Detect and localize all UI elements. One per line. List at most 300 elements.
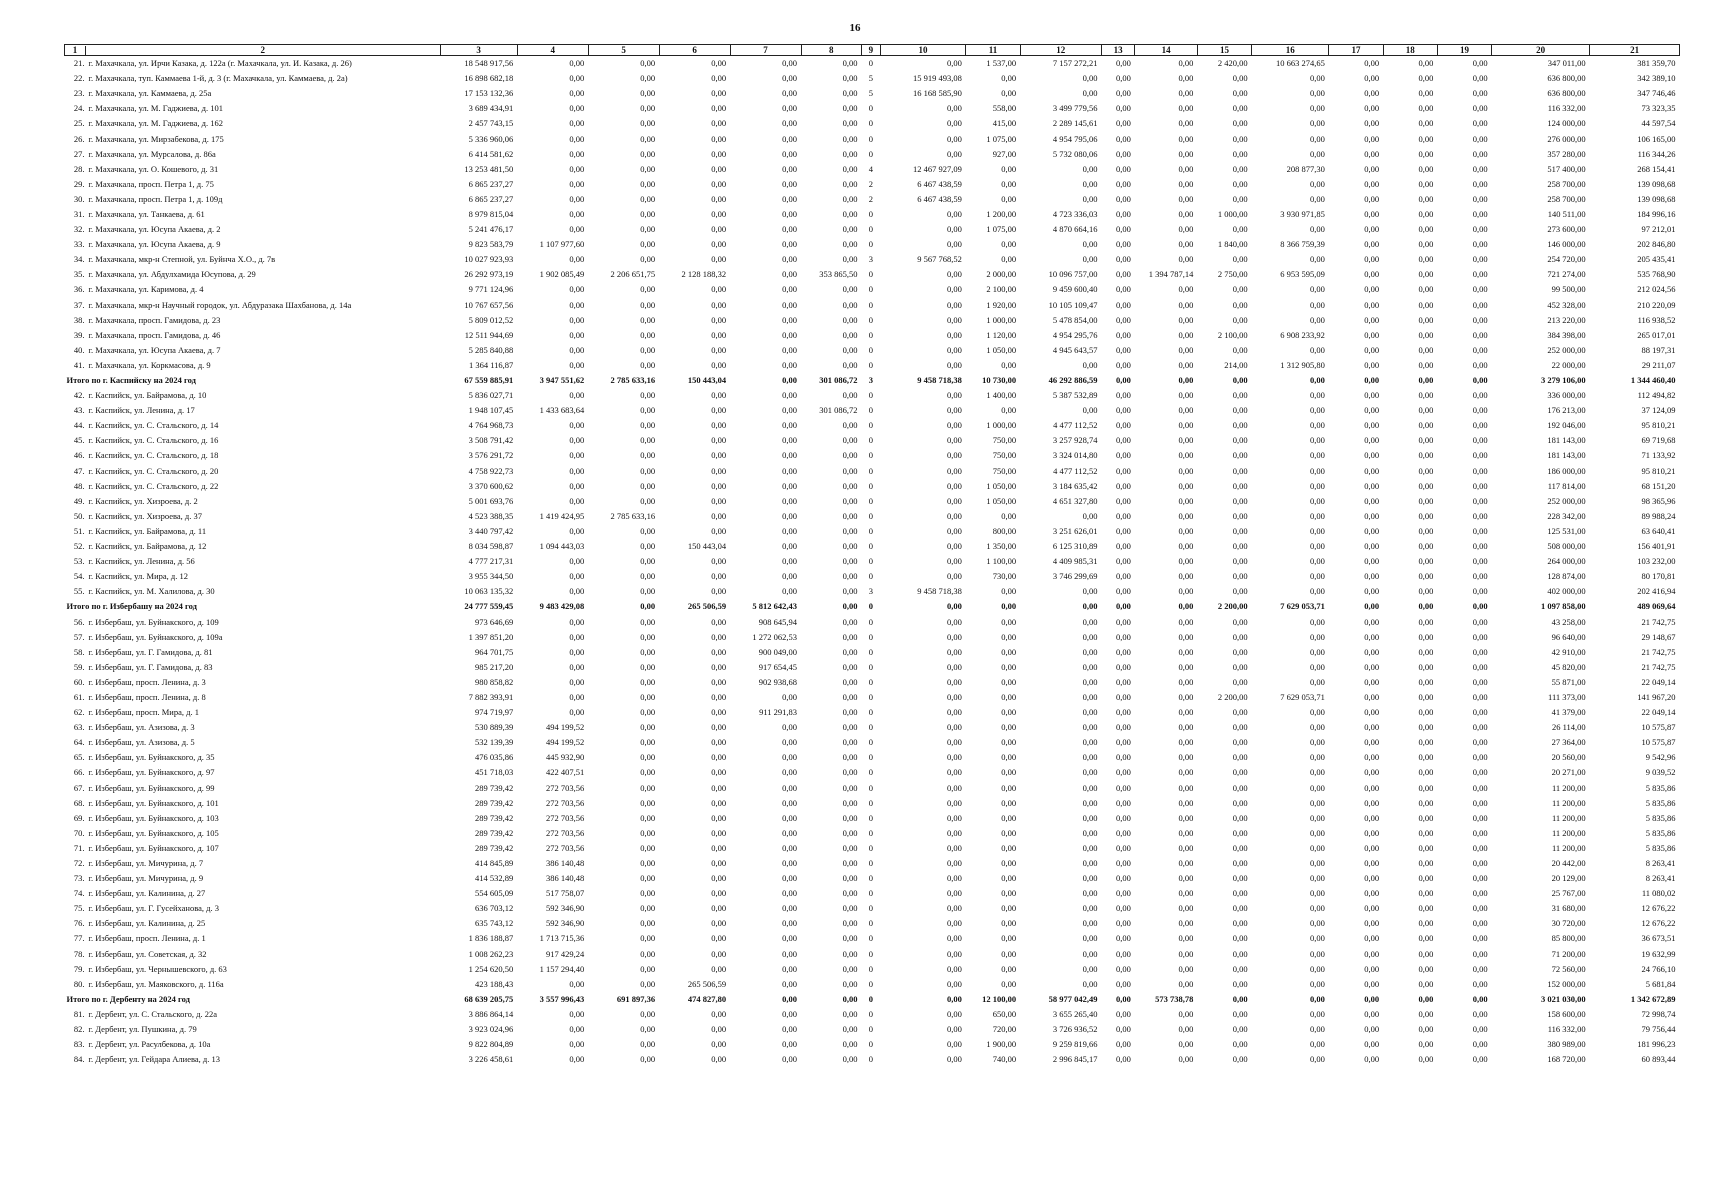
value-cell-col-3: 24 777 559,45: [464, 601, 514, 612]
address-cell: [65, 86, 441, 101]
value-cell-col-10: 6 467 438,59: [917, 178, 962, 189]
column-header-1-2: [65, 45, 441, 56]
value-cell-col-19: 0,00: [1472, 1008, 1488, 1019]
value-cell-col-18: 0,00: [1418, 722, 1434, 733]
value-cell-col-20: 508 000,00: [1547, 541, 1586, 552]
value-cell-col-18: 0,00: [1418, 390, 1434, 401]
value-cell-col-9: 0: [868, 148, 874, 159]
row-index: 84.: [73, 1054, 85, 1065]
address-text: г. Каспийск, ул. С. Стальского, д. 18: [88, 450, 219, 461]
address-cell: [65, 1022, 441, 1037]
value-cell-col-11: 0,00: [1001, 858, 1017, 869]
column-header-4: 4: [517, 45, 588, 56]
column-header-7: 7: [730, 45, 801, 56]
address-text: г. Избербаш, ул. Буйнакского, д. 35: [88, 752, 215, 763]
value-cell-col-15: 1 840,00: [1217, 239, 1248, 250]
value-cell-col-12: 0,00: [1082, 948, 1098, 959]
value-cell-col-20: 117 814,00: [1547, 480, 1586, 491]
value-cell-col-21: 202 416,94: [1637, 586, 1676, 597]
value-cell-col-17: 0,00: [1364, 495, 1380, 506]
value-cell-col-5: 0,00: [640, 420, 656, 431]
value-cell-col-15: 0,00: [1232, 903, 1248, 914]
value-cell-col-21: 381 359,70: [1637, 58, 1676, 69]
value-cell-col-17: 0,00: [1364, 797, 1380, 808]
value-cell-col-17: 0,00: [1364, 1054, 1380, 1065]
value-cell-col-8: 0,00: [842, 541, 858, 552]
value-cell-col-14: 0,00: [1178, 948, 1194, 959]
value-cell-col-10: 0,00: [946, 405, 962, 416]
value-cell-col-16: 0,00: [1309, 858, 1325, 869]
value-cell-col-5: 0,00: [640, 239, 656, 250]
value-cell-col-14: 0,00: [1178, 495, 1194, 506]
address-text: г. Избербаш, ул. Мичурина, д. 7: [88, 858, 204, 869]
address-cell: [65, 418, 441, 433]
value-cell-col-15: 0,00: [1232, 284, 1248, 295]
value-cell-col-5: 0,00: [640, 435, 656, 446]
address-text: г. Избербаш, ул. Калинина, д. 25: [88, 918, 206, 929]
value-cell-col-6: 0,00: [711, 193, 727, 204]
row-index: 82.: [73, 1024, 85, 1035]
value-cell-col-6: 0,00: [711, 525, 727, 536]
table-row: [65, 313, 1680, 328]
value-cell-col-3: 554 605,09: [475, 888, 514, 899]
value-cell-col-13: 0,00: [1115, 405, 1131, 416]
value-cell-col-14: 0,00: [1178, 691, 1194, 702]
value-cell-col-16: 7 629 053,71: [1280, 601, 1325, 612]
value-cell-col-9: 0: [868, 722, 874, 733]
address-cell: [65, 992, 441, 1007]
value-cell-col-5: 0,00: [640, 193, 656, 204]
value-cell-col-4: 0,00: [569, 133, 585, 144]
value-cell-col-13: 0,00: [1115, 269, 1131, 280]
value-cell-col-12: 5 478 854,00: [1052, 314, 1098, 325]
value-cell-col-11: 0,00: [1001, 918, 1017, 929]
value-cell-col-17: 0,00: [1364, 601, 1380, 612]
table-row: [65, 750, 1680, 765]
value-cell-col-10: 0,00: [946, 978, 962, 989]
value-cell-col-9: 0: [868, 284, 874, 295]
value-cell-col-8: 0,00: [842, 344, 858, 355]
address-cell: [65, 539, 441, 554]
value-cell-col-17: 0,00: [1364, 390, 1380, 401]
value-cell-col-17: 0,00: [1364, 299, 1380, 310]
value-cell-col-13: 0,00: [1115, 1039, 1131, 1050]
value-cell-col-3: 289 739,42: [475, 812, 514, 823]
row-index: 77.: [73, 933, 85, 944]
value-cell-col-21: 10 575,87: [1641, 722, 1676, 733]
value-cell-col-5: 0,00: [640, 344, 656, 355]
value-cell-col-12: 0,00: [1082, 661, 1098, 672]
value-cell-col-13: 0,00: [1115, 224, 1131, 235]
value-cell-col-11: 2 100,00: [986, 284, 1017, 295]
value-cell-col-7: 0,00: [782, 73, 798, 84]
value-cell-col-12: 9 259 819,66: [1052, 1039, 1098, 1050]
value-cell-col-10: 0,00: [946, 858, 962, 869]
row-index: 69.: [73, 812, 85, 823]
value-cell-col-12: 0,00: [1082, 73, 1098, 84]
value-cell-col-3: 3 370 600,62: [468, 480, 514, 491]
value-cell-col-21: 29 211,07: [1641, 359, 1676, 370]
value-cell-col-10: 0,00: [946, 631, 962, 642]
value-cell-col-18: 0,00: [1418, 299, 1434, 310]
value-cell-col-12: 4 954 795,06: [1052, 133, 1098, 144]
value-cell-col-20: 273 600,00: [1547, 224, 1586, 235]
value-cell-col-10: 0,00: [946, 963, 962, 974]
address-cell: [65, 1007, 441, 1022]
value-cell-col-20: 71 200,00: [1551, 948, 1586, 959]
address-cell: [65, 901, 441, 916]
value-cell-col-18: 0,00: [1418, 933, 1434, 944]
value-cell-col-3: 8 034 598,87: [468, 541, 514, 552]
value-cell-col-18: 0,00: [1418, 314, 1434, 325]
value-cell-col-15: 2 200,00: [1217, 691, 1248, 702]
value-cell-col-7: 0,00: [782, 541, 798, 552]
value-cell-col-13: 0,00: [1115, 525, 1131, 536]
value-cell-col-4: 1 094 443,03: [539, 541, 585, 552]
value-cell-col-18: 0,00: [1418, 631, 1434, 642]
value-cell-col-21: 184 996,16: [1637, 208, 1676, 219]
value-cell-col-6: 0,00: [711, 1054, 727, 1065]
value-cell-col-4: 3 947 551,62: [539, 375, 585, 386]
value-cell-col-12: 0,00: [1082, 903, 1098, 914]
value-cell-col-8: 0,00: [842, 556, 858, 567]
column-header-5: 5: [588, 45, 659, 56]
value-cell-col-6: 150 443,04: [687, 541, 727, 552]
value-cell-col-11: 0,00: [1001, 193, 1017, 204]
value-cell-col-15: 0,00: [1232, 1008, 1248, 1019]
table-row: [65, 494, 1680, 509]
value-cell-col-20: 176 213,00: [1547, 405, 1586, 416]
value-cell-col-17: 0,00: [1364, 631, 1380, 642]
value-cell-col-3: 5 285 840,88: [468, 344, 514, 355]
address-text: г. Дербент, ул. Расулбекова, д. 10а: [88, 1039, 211, 1050]
value-cell-col-4: 0,00: [569, 118, 585, 129]
value-cell-col-3: 10 027 923,93: [464, 254, 514, 265]
value-cell-col-21: 79 756,44: [1641, 1024, 1676, 1035]
value-cell-col-3: 1 397 851,20: [468, 631, 514, 642]
value-cell-col-21: 156 401,91: [1637, 541, 1676, 552]
value-cell-col-17: 0,00: [1364, 782, 1380, 793]
value-cell-col-18: 0,00: [1418, 495, 1434, 506]
value-cell-col-20: 116 332,00: [1547, 1024, 1586, 1035]
value-cell-col-7: 0,00: [782, 978, 798, 989]
value-cell-col-14: 0,00: [1178, 1024, 1194, 1035]
value-cell-col-8: 0,00: [842, 676, 858, 687]
row-index: 48.: [73, 480, 85, 491]
value-cell-col-17: 0,00: [1364, 193, 1380, 204]
address-text: г. Каспийск, ул. С. Стальского, д. 22: [88, 480, 219, 491]
value-cell-col-19: 0,00: [1472, 178, 1488, 189]
row-index: 57.: [73, 631, 85, 642]
value-cell-col-17: 0,00: [1364, 888, 1380, 899]
value-cell-col-6: 0,00: [711, 359, 727, 370]
value-cell-col-9: 4: [868, 163, 874, 174]
value-cell-col-20: 336 000,00: [1547, 390, 1586, 401]
value-cell-col-3: 26 292 973,19: [464, 269, 514, 280]
value-cell-col-9: 0: [868, 435, 874, 446]
value-cell-col-19: 0,00: [1472, 254, 1488, 265]
value-cell-col-8: 0,00: [842, 646, 858, 657]
value-cell-col-9: 0: [868, 1008, 874, 1019]
row-index: 25.: [73, 118, 85, 129]
value-cell-col-4: 3 557 996,43: [539, 993, 585, 1004]
value-cell-col-16: 0,00: [1309, 525, 1325, 536]
value-cell-col-14: 0,00: [1178, 73, 1194, 84]
table-row: [65, 614, 1680, 629]
value-cell-col-4: 0,00: [569, 58, 585, 69]
value-cell-col-19: 0,00: [1472, 858, 1488, 869]
value-cell-col-15: 2 100,00: [1217, 329, 1248, 340]
value-cell-col-16: 0,00: [1309, 148, 1325, 159]
value-cell-col-6: 0,00: [711, 299, 727, 310]
value-cell-col-4: 0,00: [569, 390, 585, 401]
value-cell-col-16: 0,00: [1309, 344, 1325, 355]
table-row: [65, 71, 1680, 86]
value-cell-col-12: 0,00: [1082, 963, 1098, 974]
value-cell-col-19: 0,00: [1472, 118, 1488, 129]
value-cell-col-7: 0,00: [782, 239, 798, 250]
value-cell-col-10: 0,00: [946, 933, 962, 944]
value-cell-col-13: 0,00: [1115, 103, 1131, 114]
value-cell-col-16: 0,00: [1309, 888, 1325, 899]
value-cell-col-9: 0: [868, 873, 874, 884]
value-cell-col-19: 0,00: [1472, 978, 1488, 989]
value-cell-col-14: 0,00: [1178, 420, 1194, 431]
value-cell-col-20: 254 720,00: [1547, 254, 1586, 265]
value-cell-col-18: 0,00: [1418, 254, 1434, 265]
value-cell-col-6: 0,00: [711, 571, 727, 582]
row-index: 32.: [73, 224, 85, 235]
value-cell-col-10: 0,00: [946, 571, 962, 582]
value-cell-col-14: 0,00: [1178, 193, 1194, 204]
table-row: [65, 207, 1680, 222]
value-cell-col-7: 0,00: [782, 344, 798, 355]
value-cell-col-19: 0,00: [1472, 903, 1488, 914]
value-cell-col-16: 0,00: [1309, 782, 1325, 793]
value-cell-col-9: 0: [868, 752, 874, 763]
value-cell-col-13: 0,00: [1115, 133, 1131, 144]
value-cell-col-5: 0,00: [640, 707, 656, 718]
value-cell-col-4: 386 140,48: [545, 858, 585, 869]
value-cell-col-19: 0,00: [1472, 873, 1488, 884]
value-cell-col-14: 0,00: [1178, 601, 1194, 612]
address-cell: [65, 614, 441, 629]
value-cell-col-10: 0,00: [946, 556, 962, 567]
value-cell-col-12: 3 251 626,01: [1052, 525, 1098, 536]
address-text: Итого по г. Дербенту на 2024 год: [66, 993, 190, 1004]
value-cell-col-12: 0,00: [1082, 405, 1098, 416]
value-cell-col-16: 0,00: [1309, 812, 1325, 823]
value-cell-col-8: 0,00: [842, 450, 858, 461]
value-cell-col-17: 0,00: [1364, 842, 1380, 853]
row-index: 46.: [73, 450, 85, 461]
value-cell-col-4: 1 433 683,64: [539, 405, 585, 416]
table-row: [65, 1007, 1680, 1022]
value-cell-col-8: 0,00: [842, 752, 858, 763]
value-cell-col-11: 1 075,00: [986, 133, 1017, 144]
value-cell-col-8: 0,00: [842, 103, 858, 114]
value-cell-col-10: 0,00: [946, 797, 962, 808]
value-cell-col-18: 0,00: [1418, 1054, 1434, 1065]
value-cell-col-8: 0,00: [842, 842, 858, 853]
value-cell-col-15: 0,00: [1232, 88, 1248, 99]
value-cell-col-3: 289 739,42: [475, 827, 514, 838]
value-cell-col-19: 0,00: [1472, 963, 1488, 974]
value-cell-col-7: 0,00: [782, 586, 798, 597]
value-cell-col-7: 0,00: [782, 752, 798, 763]
value-cell-col-6: 0,00: [711, 73, 727, 84]
value-cell-col-3: 5 336 960,06: [468, 133, 514, 144]
address-cell: [65, 1037, 441, 1052]
value-cell-col-16: 8 366 759,39: [1280, 239, 1325, 250]
value-cell-col-16: 0,00: [1309, 737, 1325, 748]
value-cell-col-14: 0,00: [1178, 707, 1194, 718]
value-cell-col-12: 3 184 635,42: [1052, 480, 1098, 491]
value-cell-col-19: 0,00: [1472, 707, 1488, 718]
value-cell-col-19: 0,00: [1472, 284, 1488, 295]
table-row: [65, 781, 1680, 796]
value-cell-col-6: 0,00: [711, 918, 727, 929]
value-cell-col-7: 0,00: [782, 782, 798, 793]
table-row: [65, 584, 1680, 599]
value-cell-col-11: 0,00: [1001, 88, 1017, 99]
value-cell-col-16: 0,00: [1309, 375, 1325, 386]
value-cell-col-10: 0,00: [946, 133, 962, 144]
value-cell-col-4: 494 199,52: [545, 737, 585, 748]
address-text: г. Избербаш, просп. Ленина, д. 1: [88, 933, 206, 944]
value-cell-col-20: 380 989,00: [1547, 1039, 1586, 1050]
address-text: г. Махачкала, туп. Каммаева 1-й, д. 3 (г. Махачкала, ул. Каммаева, д. 2а): [88, 73, 348, 84]
value-cell-col-15: 0,00: [1232, 737, 1248, 748]
value-cell-col-15: 0,00: [1232, 178, 1248, 189]
column-header-19: 19: [1437, 45, 1491, 56]
address-cell: [65, 313, 441, 328]
value-cell-col-10: 0,00: [946, 525, 962, 536]
value-cell-col-4: 1 157 294,40: [539, 963, 585, 974]
value-cell-col-10: 0,00: [946, 616, 962, 627]
value-cell-col-16: 0,00: [1309, 299, 1325, 310]
value-cell-col-11: 415,00: [992, 118, 1017, 129]
value-cell-col-10: 0,00: [946, 58, 962, 69]
row-index: 23.: [73, 88, 85, 99]
value-cell-col-20: 124 000,00: [1547, 118, 1586, 129]
value-cell-col-16: 0,00: [1309, 1024, 1325, 1035]
value-cell-col-8: 0,00: [842, 1054, 858, 1065]
value-cell-col-7: 0,00: [782, 178, 798, 189]
address-text: г. Избербаш, ул. Буйнакского, д. 103: [88, 812, 219, 823]
address-text: г. Махачкала, просп. Петра 1, д. 109д: [88, 193, 223, 204]
value-cell-col-14: 0,00: [1178, 767, 1194, 778]
value-cell-col-9: 0: [868, 661, 874, 672]
value-cell-col-4: 422 407,51: [545, 767, 585, 778]
value-cell-col-14: 0,00: [1178, 933, 1194, 944]
address-text: г. Избербаш, ул. Буйнакского, д. 99: [88, 782, 215, 793]
value-cell-col-11: 0,00: [1001, 888, 1017, 899]
value-cell-col-21: 268 154,41: [1637, 163, 1676, 174]
column-header-12: 12: [1020, 45, 1101, 56]
value-cell-col-18: 0,00: [1418, 963, 1434, 974]
address-cell: [65, 222, 441, 237]
value-cell-col-6: 0,00: [711, 254, 727, 265]
value-cell-col-6: 0,00: [711, 420, 727, 431]
row-index: 83.: [73, 1039, 85, 1050]
value-cell-col-20: 99 500,00: [1551, 284, 1586, 295]
value-cell-col-19: 0,00: [1472, 193, 1488, 204]
value-cell-col-3: 289 739,42: [475, 842, 514, 853]
value-cell-col-18: 0,00: [1418, 948, 1434, 959]
value-cell-col-19: 0,00: [1472, 299, 1488, 310]
value-cell-col-8: 0,00: [842, 661, 858, 672]
value-cell-col-4: 272 703,56: [545, 812, 585, 823]
value-cell-col-19: 0,00: [1472, 208, 1488, 219]
value-cell-col-4: 1 419 424,95: [539, 510, 585, 521]
value-cell-col-20: 20 560,00: [1551, 752, 1586, 763]
value-cell-col-15: 0,00: [1232, 827, 1248, 838]
value-cell-col-14: 0,00: [1178, 1054, 1194, 1065]
value-cell-col-8: 0,00: [842, 224, 858, 235]
value-cell-col-5: 0,00: [640, 541, 656, 552]
value-cell-col-10: 0,00: [946, 239, 962, 250]
value-cell-col-7: 0,00: [782, 1054, 798, 1065]
value-cell-col-21: 21 742,75: [1641, 646, 1676, 657]
value-cell-col-4: 0,00: [569, 646, 585, 657]
value-cell-col-12: 0,00: [1082, 88, 1098, 99]
value-cell-col-14: 0,00: [1178, 752, 1194, 763]
value-cell-col-5: 0,00: [640, 390, 656, 401]
value-cell-col-14: 0,00: [1178, 586, 1194, 597]
value-cell-col-14: 0,00: [1178, 239, 1194, 250]
value-cell-col-14: 0,00: [1178, 450, 1194, 461]
address-text: г. Махачкала, ул. М. Гаджиева, д. 101: [88, 103, 223, 114]
address-text: г. Каспийск, ул. Байрамова, д. 11: [88, 525, 207, 536]
value-cell-col-16: 0,00: [1309, 1054, 1325, 1065]
value-cell-col-10: 0,00: [946, 918, 962, 929]
value-cell-col-15: 0,00: [1232, 375, 1248, 386]
value-cell-col-10: 0,00: [946, 329, 962, 340]
table-row: [65, 433, 1680, 448]
address-text: г. Каспийск, ул. Хизроева, д. 37: [88, 510, 202, 521]
value-cell-col-18: 0,00: [1418, 707, 1434, 718]
value-cell-col-4: 0,00: [569, 707, 585, 718]
value-cell-col-4: 0,00: [569, 465, 585, 476]
value-cell-col-21: 106 165,00: [1637, 133, 1676, 144]
address-cell: [65, 192, 441, 207]
value-cell-col-18: 0,00: [1418, 676, 1434, 687]
value-cell-col-17: 0,00: [1364, 58, 1380, 69]
value-cell-col-12: 0,00: [1082, 631, 1098, 642]
value-cell-col-14: 0,00: [1178, 359, 1194, 370]
value-cell-col-17: 0,00: [1364, 541, 1380, 552]
value-cell-col-16: 0,00: [1309, 963, 1325, 974]
value-cell-col-16: 0,00: [1309, 827, 1325, 838]
value-cell-col-12: 10 096 757,00: [1048, 269, 1098, 280]
value-cell-col-12: 0,00: [1082, 178, 1098, 189]
value-cell-col-14: 0,00: [1178, 178, 1194, 189]
table-row: [65, 418, 1680, 433]
value-cell-col-14: 573 738,78: [1155, 993, 1194, 1004]
value-cell-col-3: 3 955 344,50: [468, 571, 514, 582]
table-row: [65, 705, 1680, 720]
value-cell-col-3: 6 414 581,62: [468, 148, 514, 159]
address-text: г. Каспийск, ул. Хизроева, д. 2: [88, 495, 198, 506]
value-cell-col-11: 1 350,00: [986, 541, 1017, 552]
value-cell-col-21: 22 049,14: [1641, 676, 1676, 687]
value-cell-col-6: 0,00: [711, 631, 727, 642]
value-cell-col-10: 0,00: [946, 208, 962, 219]
value-cell-col-18: 0,00: [1418, 752, 1434, 763]
value-cell-col-7: 0,00: [782, 888, 798, 899]
value-cell-col-3: 3 689 434,91: [468, 103, 514, 114]
